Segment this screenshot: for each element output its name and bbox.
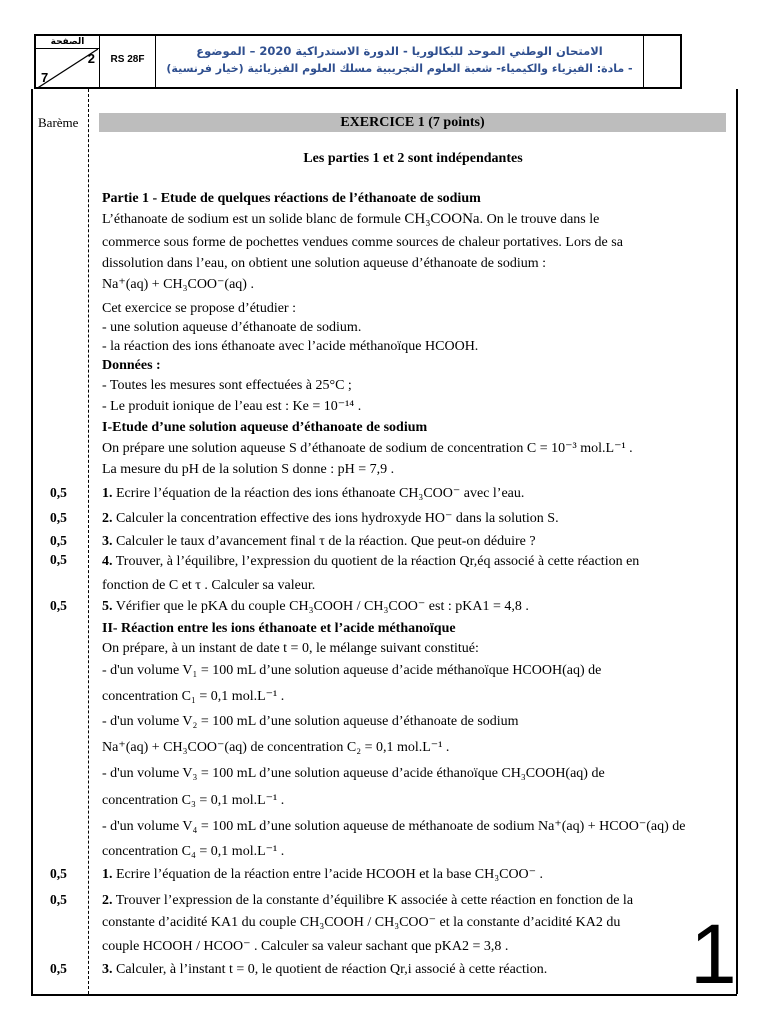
header-empty-cell (644, 36, 680, 87)
volume4-line2: concentration C₄ = 0,1 mol.L⁻¹ . (102, 844, 285, 859)
donnees-heading: Données : (102, 358, 161, 373)
intro-line1 (102, 210, 599, 229)
volume1-line1: - d'un volume V₁ = 100 mL d’une solution aqueuse d’acide méthanoïque HCOOH(aq) de (102, 663, 602, 678)
donnee-2 (102, 398, 361, 416)
question-3-number: 3. (102, 534, 113, 549)
section1-line2-text: La mesure du pH de la solution S donne : (102, 462, 338, 477)
donnee-2-text: - Le produit ionique de l’eau est : (102, 399, 293, 414)
part2-question-2 (102, 892, 633, 910)
part2-question-2-number: 2. (102, 893, 113, 908)
volume3-line2: concentration C₃ = 0,1 mol.L⁻¹ . (102, 793, 285, 808)
page-label: الصفحة (36, 36, 99, 49)
intro-line2: commerce sous forme de pochettes vendues comme sources de chaleur portatives. Lors de sa (102, 235, 623, 250)
frame-bottom-border (31, 994, 737, 996)
exam-code: RS 28F (100, 36, 156, 87)
ions-formula: Na⁺(aq) + CH₃COO⁻(aq) . (102, 277, 254, 292)
points-q2: 0,5 (50, 510, 67, 525)
frame-left-border (31, 89, 33, 994)
bareme-label: Barème (38, 115, 79, 130)
question-2 (102, 510, 559, 528)
section1-line2 (102, 461, 394, 479)
part2-question-1 (102, 866, 543, 884)
total-pages: 7 (41, 70, 49, 85)
question-1-number: 1. (102, 486, 113, 501)
ph-formula: pH = 7,9 . (337, 462, 395, 477)
section2-intro: On prépare, à un instant de date t = 0, le mélange suivant constitué: (102, 641, 479, 656)
part2-question-3-number: 3. (102, 962, 113, 977)
question-4 (102, 553, 639, 571)
exam-title-line2: - مادة: الفيزياء والكيمياء- شعبة العلوم التجريبية مسلك العلوم الفيزيائية (خيار فرنسية) (166, 62, 633, 75)
subtitle: Les parties 1 et 2 sont indépendantes (303, 151, 523, 166)
volume2-line2: Na⁺(aq) + CH₃COO⁻(aq) de concentration C₂ = 0,1 mol.L⁻¹ . (102, 740, 450, 755)
points-p2: 0,5 (50, 892, 67, 907)
question-3 (102, 533, 536, 551)
intro-text-b: . On le trouve dans le (479, 212, 600, 227)
question-1-text: Ecrire l’équation de la réaction des ions éthanoate CH₃COO⁻ avec l’eau. (112, 486, 525, 501)
objective-item1: - une solution aqueuse d’éthanoate de sodium. (102, 320, 362, 335)
points-q4: 0,5 (50, 552, 67, 567)
section1-line1 (102, 440, 633, 458)
exam-header (34, 34, 682, 89)
propose-line: Cet exercice se propose d’étudier : (102, 301, 296, 316)
volume1-line2: concentration C₁ = 0,1 mol.L⁻¹ . (102, 689, 285, 704)
partie1-heading: Partie 1 - Etude de quelques réactions de l’éthanoate de sodium (102, 191, 481, 206)
question-1 (102, 485, 524, 503)
concentration-formula: C = 10⁻³ mol.L⁻¹ . (526, 441, 633, 456)
exam-title-line1: الامتحان الوطني الموحد للبكالوريا - الدورة الاستدراكية 2020 – الموضوع (196, 44, 603, 58)
part2-question-3-text: Calculer, à l’instant t = 0, le quotient de réaction Qr,i associé à cette réaction. (112, 962, 548, 977)
question-4-number: 4. (102, 554, 113, 569)
frame-right-border (736, 89, 738, 994)
question-2-number: 2. (102, 511, 113, 526)
page-indicator (36, 36, 100, 87)
section1-line1-text: On prépare une solution aqueuse S d’éthanoate de sodium de concentration (102, 441, 527, 456)
part2-question-2-line2: constante d’acidité KA1 du couple CH₃COOH / CH₃COO⁻ et la constante d’acidité KA2 du (102, 915, 621, 930)
bareme-separator (88, 89, 89, 994)
question-4-text: Trouver, à l’équilibre, l’expression du quotient de la réaction Qr,éq associé à cette réaction en (112, 554, 640, 569)
volume3-line1: - d'un volume V₃ = 100 mL d’une solution aqueuse d’acide éthanoïque CH₃COOH(aq) de (102, 766, 605, 781)
volume4-line1: - d'un volume V₄ = 100 mL d’une solution aqueuse de méthanoate de sodium Na⁺(aq) + HCOO⁻(aq) de (102, 819, 686, 834)
volume2-line1: - d'un volume V₂ = 100 mL d’une solution aqueuse d’éthanoate de sodium (102, 714, 519, 729)
question-5-text: Vérifier que le pKA du couple CH₃COOH / CH₃COO⁻ est : pKA1 = 4,8 . (112, 599, 529, 614)
question-4-continued: fonction de C et τ . Calculer sa valeur. (102, 578, 316, 593)
section1-heading: I-Etude d’une solution aqueuse d’éthanoate de sodium (102, 420, 428, 435)
part2-question-1-number: 1. (102, 867, 113, 882)
page-number: 2 (87, 51, 95, 66)
part2-question-1-text: Ecrire l’équation de la réaction entre l’acide HCOOH et la base CH₃COO⁻ . (112, 867, 544, 882)
points-p1: 0,5 (50, 866, 67, 881)
exam-title (156, 36, 644, 87)
question-3-text: Calculer le taux d’avancement final τ de la réaction. Que peut-on déduire ? (112, 534, 536, 549)
section2-heading: II- Réaction entre les ions éthanoate et l’acide méthanoïque (102, 621, 456, 636)
part2-question-2-line3: couple HCOOH / HCOO⁻ . Calculer sa valeur sachant que pKA2 = 3,8 . (102, 939, 509, 954)
donnee-1: - Toutes les mesures sont effectuées à 25°C ; (102, 378, 352, 393)
question-5 (102, 598, 529, 616)
large-page-number: 1 (690, 907, 737, 1001)
ke-formula: Ke = 10⁻¹⁴ . (292, 399, 362, 414)
points-q3: 0,5 (50, 533, 67, 548)
points-q5: 0,5 (50, 598, 67, 613)
objective-item2: - la réaction des ions éthanoate avec l’acide méthanoïque HCOOH. (102, 339, 479, 354)
intro-text-a: L’éthanoate de sodium est un solide blanc de formule (102, 212, 405, 227)
question-5-number: 5. (102, 599, 113, 614)
sodium-acetate-formula: CH₃COONa (404, 211, 480, 227)
part2-question-3 (102, 961, 547, 979)
question-2-text: Calculer la concentration effective des ions hydroxyde HO⁻ dans la solution S. (112, 511, 559, 526)
points-q1: 0,5 (50, 485, 67, 500)
part2-question-2-text: Trouver l’expression de la constante d’équilibre K associée à cette réaction en fonction de la (112, 893, 634, 908)
exercise-title: EXERCICE 1 (7 points) (99, 113, 726, 132)
points-p3: 0,5 (50, 961, 67, 976)
intro-line3: dissolution dans l’eau, on obtient une solution aqueuse d’éthanoate de sodium : (102, 256, 547, 271)
